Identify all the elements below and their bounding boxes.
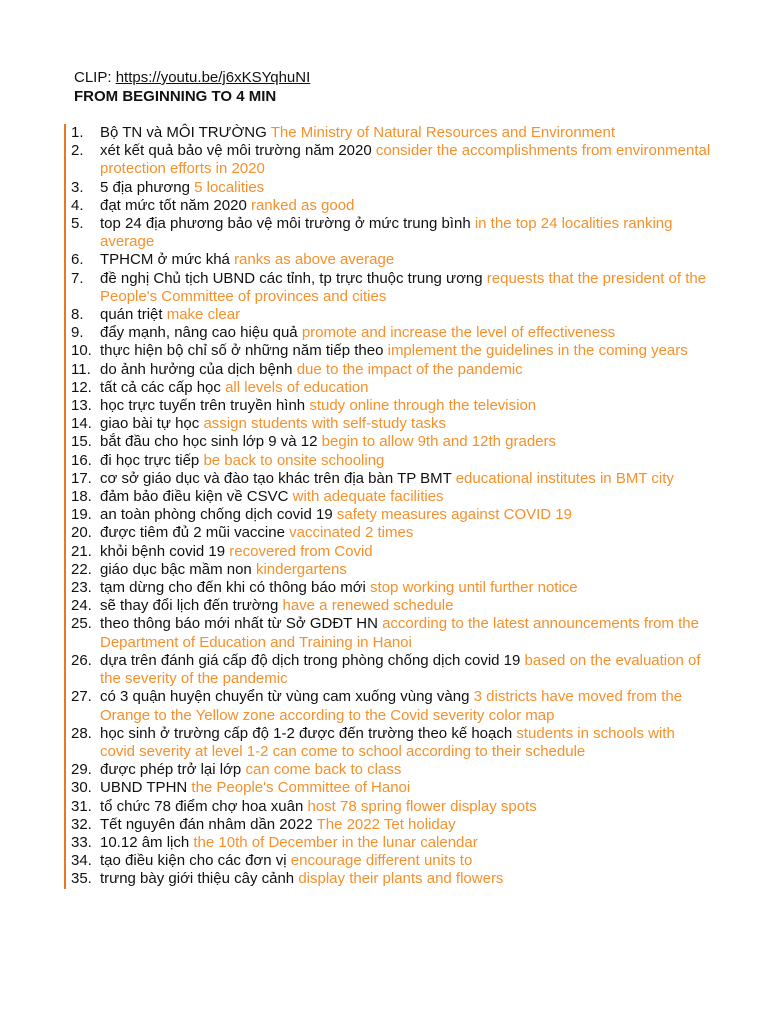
english-translation: have a renewed schedule <box>282 597 454 615</box>
english-translation: make clear <box>166 306 241 324</box>
vocabulary-list <box>64 124 711 889</box>
vietnamese-term: được phép trở lại lớp <box>100 761 242 779</box>
item-text <box>100 251 711 269</box>
item-text <box>100 379 711 397</box>
english-translation: all levels of education <box>225 378 369 396</box>
item-number: 4. <box>71 196 84 214</box>
english-translation: recovered from Covid <box>229 542 373 560</box>
vietnamese-term: tất cả các cấp học <box>100 378 221 396</box>
item-number: 23. <box>71 579 92 597</box>
item-text <box>100 761 711 779</box>
list-item <box>71 215 711 251</box>
list-item <box>71 306 711 324</box>
english-translation: The Ministry of Natural Resources and Environment <box>270 124 616 141</box>
english-translation: encourage different units to <box>290 852 473 870</box>
vietnamese-term: theo thông báo mới nhất từ Sở GDĐT HN <box>100 615 378 633</box>
item-number: 33. <box>71 833 92 851</box>
item-number: 22. <box>71 560 92 578</box>
item-number: 10. <box>71 342 92 360</box>
vietnamese-term: đề nghị Chủ tịch UBND các tỉnh, tp trực thuộc trung ương <box>100 269 483 287</box>
item-text <box>100 543 711 561</box>
item-number: 13. <box>71 397 92 415</box>
english-translation: The 2022 Tet holiday <box>316 815 456 833</box>
list-item <box>71 197 711 215</box>
english-translation: the 10th of December in the lunar calendar <box>193 833 478 851</box>
item-text <box>100 834 711 852</box>
item-text <box>100 179 711 197</box>
english-translation: safety measures against COVID 19 <box>336 506 572 524</box>
item-text <box>100 433 711 451</box>
english-translation: with adequate facilities <box>292 488 444 506</box>
vietnamese-term: đảm bảo điều kiện về CSVC <box>100 488 289 506</box>
item-number: 8. <box>71 306 84 324</box>
list-item <box>71 543 711 561</box>
item-number: 19. <box>71 506 92 524</box>
section-heading: FROM BEGINNING TO 4 MIN <box>74 88 277 105</box>
english-translation: assign students with self-study tasks <box>203 415 447 433</box>
item-text <box>100 870 711 888</box>
list-item <box>71 342 711 360</box>
list-item <box>71 379 711 397</box>
vietnamese-term: tổ chức 78 điểm chợ hoa xuân <box>100 797 304 815</box>
item-text <box>100 597 711 615</box>
english-translation: students in schools with covid severity at level 1-2 can come to school according to their schedule <box>100 724 675 760</box>
item-number: 21. <box>71 542 92 560</box>
english-translation: 5 localities <box>194 178 265 196</box>
list-item <box>71 324 711 342</box>
vietnamese-term: học sinh ở trường cấp độ 1-2 được đến trường theo kế hoạch <box>100 724 513 742</box>
vietnamese-term: UBND TPHN <box>100 779 188 797</box>
item-number: 20. <box>71 524 92 542</box>
english-translation: kindergartens <box>255 560 347 578</box>
list-item <box>71 506 711 524</box>
item-number: 31. <box>71 797 92 815</box>
item-text <box>100 561 711 579</box>
item-text <box>100 579 711 597</box>
english-translation: requests that the president of the People's Committee of provinces and cities <box>100 269 707 305</box>
item-text <box>100 415 711 433</box>
list-item <box>71 615 711 651</box>
english-translation: based on the evaluation of the severity of the pandemic <box>100 651 701 688</box>
item-number: 17. <box>71 469 92 487</box>
item-number: 18. <box>71 488 92 506</box>
vietnamese-term: 10.12 âm lịch <box>100 833 190 851</box>
item-text <box>100 506 711 524</box>
vietnamese-term: giao bài tự học <box>100 415 200 433</box>
english-translation: implement the guidelines in the coming years <box>387 342 688 360</box>
item-text <box>100 852 711 870</box>
vietnamese-term: quán triệt <box>100 306 163 324</box>
item-text <box>100 397 711 415</box>
list-item <box>71 524 711 542</box>
item-text <box>100 488 711 506</box>
list-item <box>71 433 711 451</box>
item-number: 25. <box>71 615 92 633</box>
english-translation: begin to allow 9th and 12th graders <box>321 433 557 451</box>
item-number: 30. <box>71 779 92 797</box>
clip-line <box>74 69 310 87</box>
list-item <box>71 179 711 197</box>
item-number: 11. <box>71 360 91 378</box>
english-translation: promote and increase the level of effectiveness <box>301 324 616 342</box>
english-translation: host 78 spring flower display spots <box>307 797 537 815</box>
item-text <box>100 725 711 761</box>
vietnamese-term: cơ sở giáo dục và đào tạo khác trên địa bàn TP BMT <box>100 469 452 487</box>
item-number: 1. <box>71 124 84 141</box>
clip-link[interactable]: https://youtu.be/j6xKSYqhuNI <box>115 69 311 86</box>
item-text <box>100 524 711 542</box>
item-text <box>100 361 711 379</box>
item-text <box>100 342 711 360</box>
english-translation: consider the accomplishments from environmental protection efforts in 2020 <box>100 142 711 178</box>
vietnamese-term: khỏi bệnh covid 19 <box>100 542 226 560</box>
item-text <box>100 652 711 688</box>
vietnamese-term: dựa trên đánh giá cấp độ dịch trong phòng chống dịch covid 19 <box>100 651 521 669</box>
vietnamese-term: tạm dừng cho đến khi có thông báo mới <box>100 579 366 597</box>
item-number: 3. <box>71 178 84 196</box>
vietnamese-term: tạo điều kiện cho các đơn vị <box>100 852 287 870</box>
list-item <box>71 142 711 178</box>
list-item <box>71 251 711 269</box>
item-number: 28. <box>71 724 92 742</box>
english-translation: be back to onsite schooling <box>203 451 385 469</box>
list-item <box>71 415 711 433</box>
list-item <box>71 579 711 597</box>
list-item <box>71 834 711 852</box>
list-item <box>71 561 711 579</box>
list-item <box>71 270 711 306</box>
list-item <box>71 779 711 797</box>
item-text <box>100 124 711 142</box>
vietnamese-term: 5 địa phương <box>100 178 190 196</box>
list-item <box>71 725 711 761</box>
item-number: 14. <box>71 415 92 433</box>
item-text <box>100 452 711 470</box>
item-number: 7. <box>71 269 84 287</box>
english-translation: in the top 24 localities ranking average <box>100 215 673 251</box>
vietnamese-term: Tết nguyên đán nhâm dần 2022 <box>100 815 313 833</box>
item-number: 34. <box>71 852 92 870</box>
item-text <box>100 306 711 324</box>
vietnamese-term: sẽ thay đổi lịch đến trường <box>100 597 279 615</box>
item-text <box>100 215 711 251</box>
vietnamese-term: đi học trực tiếp <box>100 451 200 469</box>
item-text <box>100 324 711 342</box>
english-translation: display their plants and flowers <box>298 870 504 888</box>
vietnamese-term: đạt mức tốt năm 2020 <box>100 196 247 214</box>
vietnamese-term: an toàn phòng chống dịch covid 19 <box>100 506 333 524</box>
clip-label: CLIP: <box>74 69 112 86</box>
english-translation: stop working until further notice <box>370 579 578 597</box>
vietnamese-term: có 3 quận huyện chuyển từ vùng cam xuống vùng vàng <box>100 688 470 706</box>
vietnamese-term: học trực tuyến trên truyền hình <box>100 397 306 415</box>
list-item <box>71 397 711 415</box>
item-text <box>100 197 711 215</box>
list-item <box>71 361 711 379</box>
vietnamese-term: đẩy mạnh, nâng cao hiệu quả <box>100 324 298 342</box>
list-item <box>71 652 711 688</box>
vietnamese-term: trưng bày giới thiệu cây cảnh <box>100 870 295 888</box>
item-number: 15. <box>71 433 92 451</box>
english-translation: study online through the television <box>309 397 537 415</box>
item-text <box>100 779 711 797</box>
english-translation: educational institutes in BMT city <box>455 469 674 487</box>
vietnamese-term: thực hiện bộ chỉ số ở những năm tiếp theo <box>100 342 384 360</box>
list-item <box>71 124 711 142</box>
english-translation: according to the latest announcements from the Department of Education and Training in Hanoi <box>100 615 699 651</box>
english-translation: ranks as above average <box>234 251 395 269</box>
item-number: 32. <box>71 815 92 833</box>
list-item <box>71 452 711 470</box>
list-item <box>71 488 711 506</box>
item-number: 5. <box>71 215 84 233</box>
list-item <box>71 798 711 816</box>
item-text <box>100 816 711 834</box>
vietnamese-term: được tiêm đủ 2 mũi vaccine <box>100 524 285 542</box>
vietnamese-term: do ảnh hưởng của dịch bệnh <box>100 360 293 378</box>
list-item <box>71 816 711 834</box>
item-number: 6. <box>71 251 84 269</box>
item-text <box>100 615 711 651</box>
item-text <box>100 688 711 724</box>
vietnamese-term: bắt đầu cho học sinh lớp 9 và 12 <box>100 433 318 451</box>
list-item <box>71 688 711 724</box>
english-translation: can come back to class <box>245 761 402 779</box>
english-translation: due to the impact of the pandemic <box>296 360 523 378</box>
english-translation: ranked as good <box>250 196 355 214</box>
english-translation: 3 districts have moved from the Orange to the Yellow zone according to the Covid severity color map <box>100 688 683 724</box>
item-number: 12. <box>71 378 92 396</box>
item-text <box>100 798 711 816</box>
item-number: 24. <box>71 597 92 615</box>
english-translation: vaccinated 2 times <box>289 524 414 542</box>
english-translation: the People's Committee of Hanoi <box>191 779 411 797</box>
item-number: 9. <box>71 324 84 342</box>
item-text <box>100 142 711 178</box>
vietnamese-term: TPHCM ở mức khá <box>100 251 230 269</box>
list-item <box>71 870 711 888</box>
list-item <box>71 761 711 779</box>
item-text <box>100 270 711 306</box>
item-number: 16. <box>71 451 92 469</box>
item-number: 27. <box>71 688 92 706</box>
item-number: 2. <box>71 142 84 160</box>
item-number: 26. <box>71 651 92 669</box>
list-item <box>71 852 711 870</box>
item-text <box>100 470 711 488</box>
vietnamese-term: xét kết quả bảo vệ môi trường năm 2020 <box>100 142 372 160</box>
list-item <box>71 470 711 488</box>
item-number: 35. <box>71 870 92 888</box>
item-number: 29. <box>71 761 92 779</box>
list-item <box>71 597 711 615</box>
vietnamese-term: top 24 địa phương bảo vệ môi trường ở mức trung bình <box>100 215 471 233</box>
vietnamese-term: Bộ TN và MÔI TRƯỜNG <box>100 124 267 141</box>
vietnamese-term: giáo dục bậc mầm non <box>100 560 252 578</box>
